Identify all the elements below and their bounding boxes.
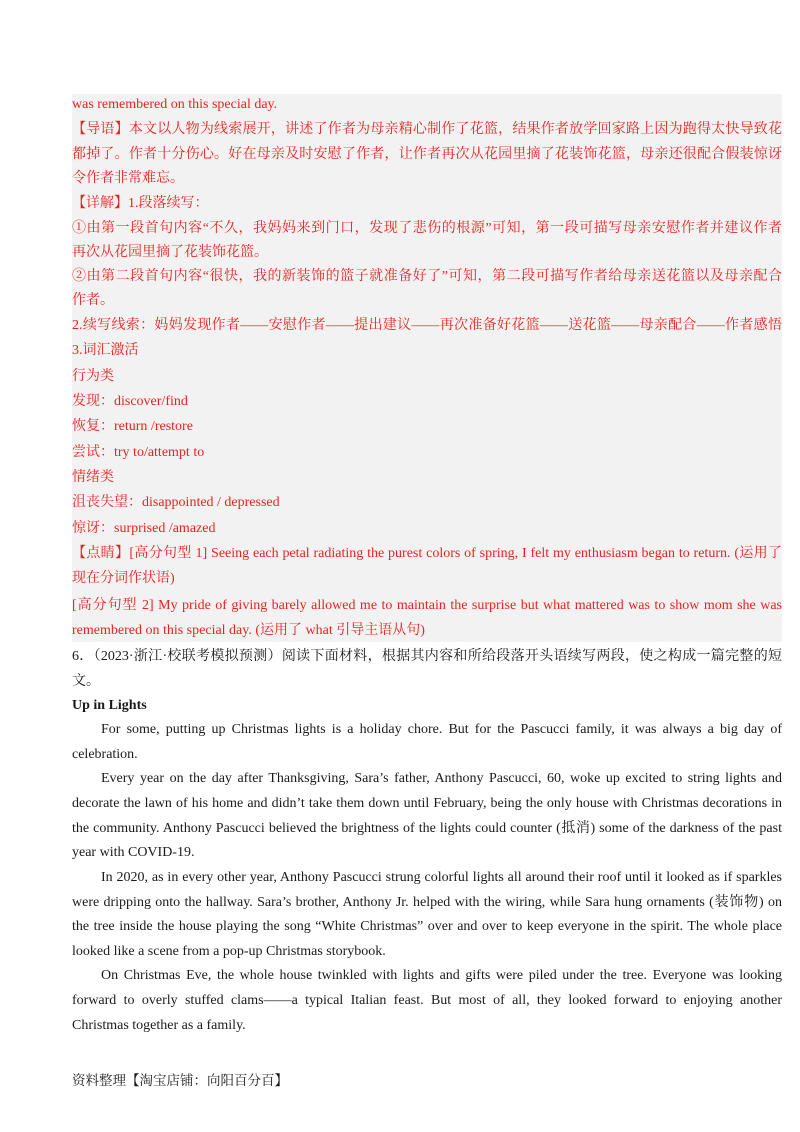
- passage-line: In 2020, as in every other year, Anthony Pascucci strung colorful lights all around their roof until it looked as if sparkles: [101, 870, 782, 885]
- answer-line: ②由第二段首句内容“很快，我的新装饰的篮子就准备好了”可知，第二段可描写作者给母亲送花篮以及母亲配合: [72, 269, 782, 284]
- question-heading: 文。: [72, 674, 100, 689]
- answer-line: was remembered on this special day.: [72, 97, 278, 112]
- answer-line: 惊讶：surprised /amazed: [72, 521, 216, 536]
- answer-line: 尝试：try to/attempt to: [72, 445, 205, 460]
- passage-title: Up in Lights: [72, 698, 147, 713]
- answer-line: 现在分词作状语): [72, 571, 175, 586]
- answer-line: 沮丧失望：disappointed / depressed: [72, 495, 280, 510]
- answer-line: 2.续写线索：妈妈发现作者——安慰作者——提出建议——再次准备好花篮——送花篮——母亲配合——作者感悟: [72, 318, 782, 333]
- passage-line: decorate the lawn of his home and didn’t take them down until February, being the only house with Christmas decorations in: [72, 796, 782, 811]
- answer-line: 恢复：return /restore: [72, 419, 193, 434]
- answer-line: 情绪类: [72, 470, 114, 485]
- answer-line: 发现：discover/find: [72, 394, 188, 409]
- answer-line: 都掉了。作者十分伤心。好在母亲及时安慰了作者，让作者再次从花园里摘了花装饰花篮，母亲还很配合假装惊讶: [72, 147, 782, 162]
- page-footer: 资料整理【淘宝店铺：向阳百分百】: [72, 1073, 288, 1088]
- passage-line: For some, putting up Christmas lights is a holiday chore. But for the Pascucci family, it was always a big day of: [101, 722, 782, 737]
- passage-line: Christmas together as a family.: [72, 1018, 246, 1033]
- question-heading: 6．（2023·浙江·校联考模拟预测）阅读下面材料，根据其内容和所给段落开头语续写两段，使之构成一篇完整的短: [72, 649, 782, 664]
- passage-line: were dripping onto the hallway. Sara’s brother, Anthony Jr. helped with the wiring, while Sara hung ornaments (装饰物) on: [72, 895, 782, 910]
- answer-line: 【点睛】[高分句型 1] Seeing each petal radiating the purest colors of spring, I felt my enthusiasm began to return. (运用了: [72, 546, 782, 561]
- answer-line: 【详解】1.段落续写：: [72, 196, 209, 211]
- passage-line: looked like a scene from a pop-up Christmas storybook.: [72, 944, 386, 959]
- answer-line: 作者。: [72, 293, 114, 308]
- passage-line: celebration.: [72, 747, 138, 762]
- passage-line: forward to overly stuffed clams——a typical Italian feast. But most of all, they looked forward to enjoying another: [72, 993, 782, 1008]
- answer-line: 再次从花园里摘了花装饰花篮。: [72, 245, 268, 260]
- answer-line: [高分句型 2] My pride of giving barely allowed me to maintain the surprise but what mattered was to show mom she was: [72, 598, 782, 613]
- passage-line: the tree inside the house playing the song “White Christmas” over and over to keep everyone in the spirit. The whole place: [72, 919, 782, 934]
- passage-line: Every year on the day after Thanksgiving, Sara’s father, Anthony Pascucci, 60, woke up excited to string lights and: [101, 771, 782, 786]
- answer-line: 3.词汇激活: [72, 343, 139, 358]
- passage-line: year with COVID-19.: [72, 845, 195, 860]
- passage-line: On Christmas Eve, the whole house twinkled with lights and gifts were piled under the tree. Everyone was looking: [101, 968, 782, 983]
- answer-line: ①由第一段首句内容“不久，我妈妈来到门口，发现了悲伤的根源”可知，第一段可描写母亲安慰作者并建议作者: [72, 221, 782, 236]
- answer-line: 【导语】本文以人物为线索展开，讲述了作者为母亲精心制作了花篮，结果作者放学回家路上因为跑得太快导致花: [72, 122, 782, 137]
- answer-line: 行为类: [72, 369, 114, 384]
- passage-line: the community. Anthony Pascucci believed the brightness of the lights could counter (抵消) some of the darkness of the past: [72, 821, 782, 836]
- answer-line: remembered on this special day. (运用了 what 引导主语从句): [72, 623, 425, 638]
- answer-line: 令作者非常难忘。: [72, 171, 184, 186]
